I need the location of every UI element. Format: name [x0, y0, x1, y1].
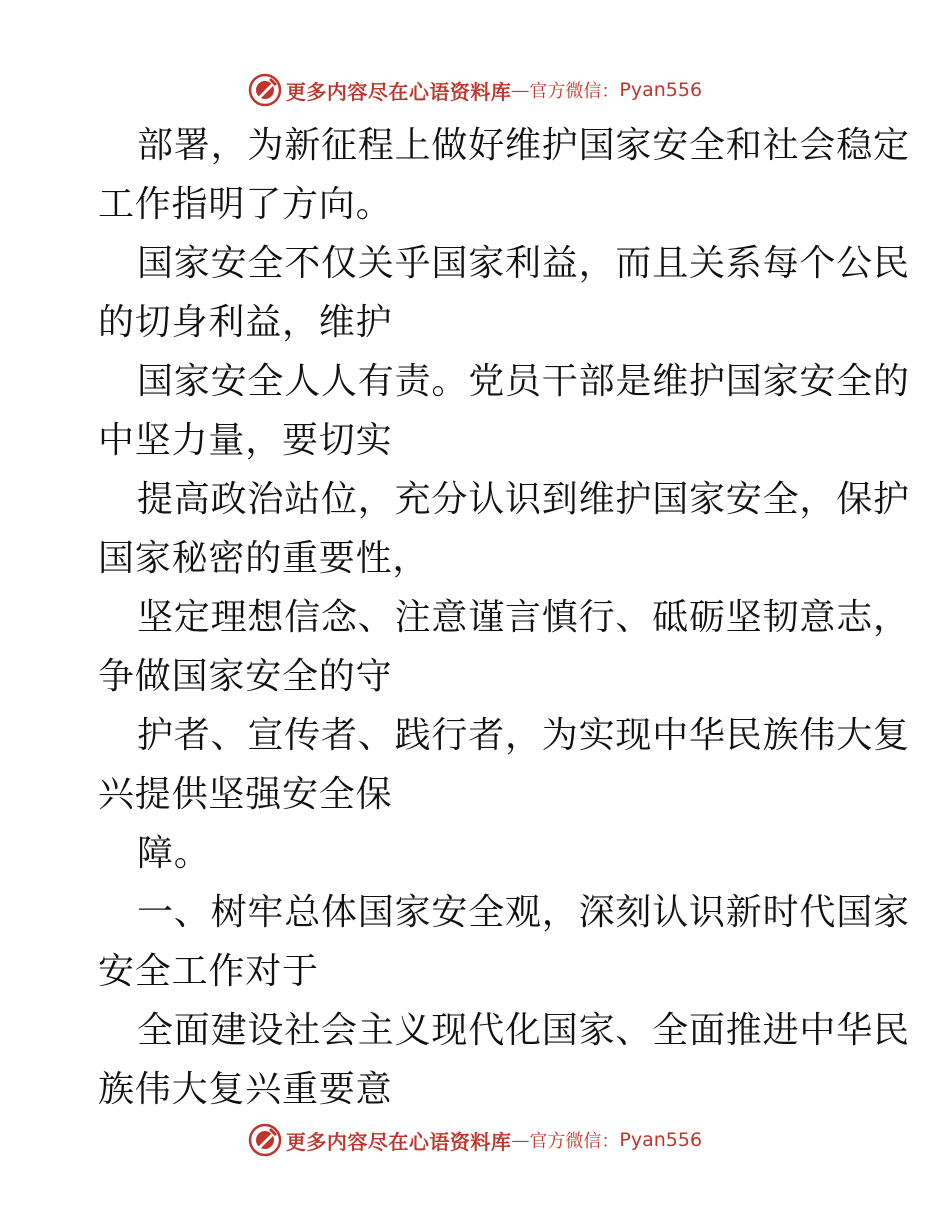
header-contact-id: Pyan556 [619, 79, 703, 101]
footer-contact-label: 官方微信： [529, 1131, 620, 1152]
footer-brand-text: 更多内容尽在心语资料库 [285, 1129, 512, 1154]
header-brand-text: 更多内容尽在心语资料库 [285, 79, 512, 104]
section-heading: 一、树牢总体国家安全观，深刻认识新时代国家 [137, 892, 910, 933]
body-line: 全面建设社会主义现代化国家、全面推进中华民 [137, 1010, 910, 1051]
body-line: 争做国家安全的守 [98, 656, 393, 697]
body-line: 国家安全不仅关乎国家利益，而且关系每个公民 [137, 243, 910, 284]
pen-logo-icon [248, 1123, 282, 1157]
pen-logo-icon [248, 73, 282, 107]
body-line: 族伟大复兴重要意 [98, 1069, 393, 1110]
body-line: 提高政治站位，充分认识到维护国家安全，保护 [137, 479, 910, 520]
body-line: 护者、宣传者、践行者，为实现中华民族伟大复 [137, 715, 910, 756]
header-banner [0, 70, 950, 110]
body-line: 国家秘密的重要性， [98, 538, 430, 579]
body-line: 工作指明了方向。 [98, 184, 393, 225]
footer-banner [0, 1120, 950, 1160]
body-line: 安全工作对于 [98, 951, 319, 992]
footer-contact-id: Pyan556 [619, 1129, 703, 1151]
header-contact-label: 官方微信： [529, 81, 620, 102]
body-line: 兴提供坚强安全保 [98, 774, 393, 815]
footer-dash: — [511, 1129, 530, 1151]
body-line: 部署，为新征程上做好维护国家安全和社会稳定 [137, 125, 910, 166]
body-line: 中坚力量，要切实 [98, 420, 393, 461]
body-line: 障。 [137, 833, 211, 874]
body-line: 的切身利益，维护 [98, 302, 393, 343]
body-line: 坚定理想信念、注意谨言慎行、砥砺坚韧意志， [137, 597, 910, 638]
header-dash: — [511, 79, 530, 101]
body-line: 国家安全人人有责。党员干部是维护国家安全的 [137, 361, 910, 402]
